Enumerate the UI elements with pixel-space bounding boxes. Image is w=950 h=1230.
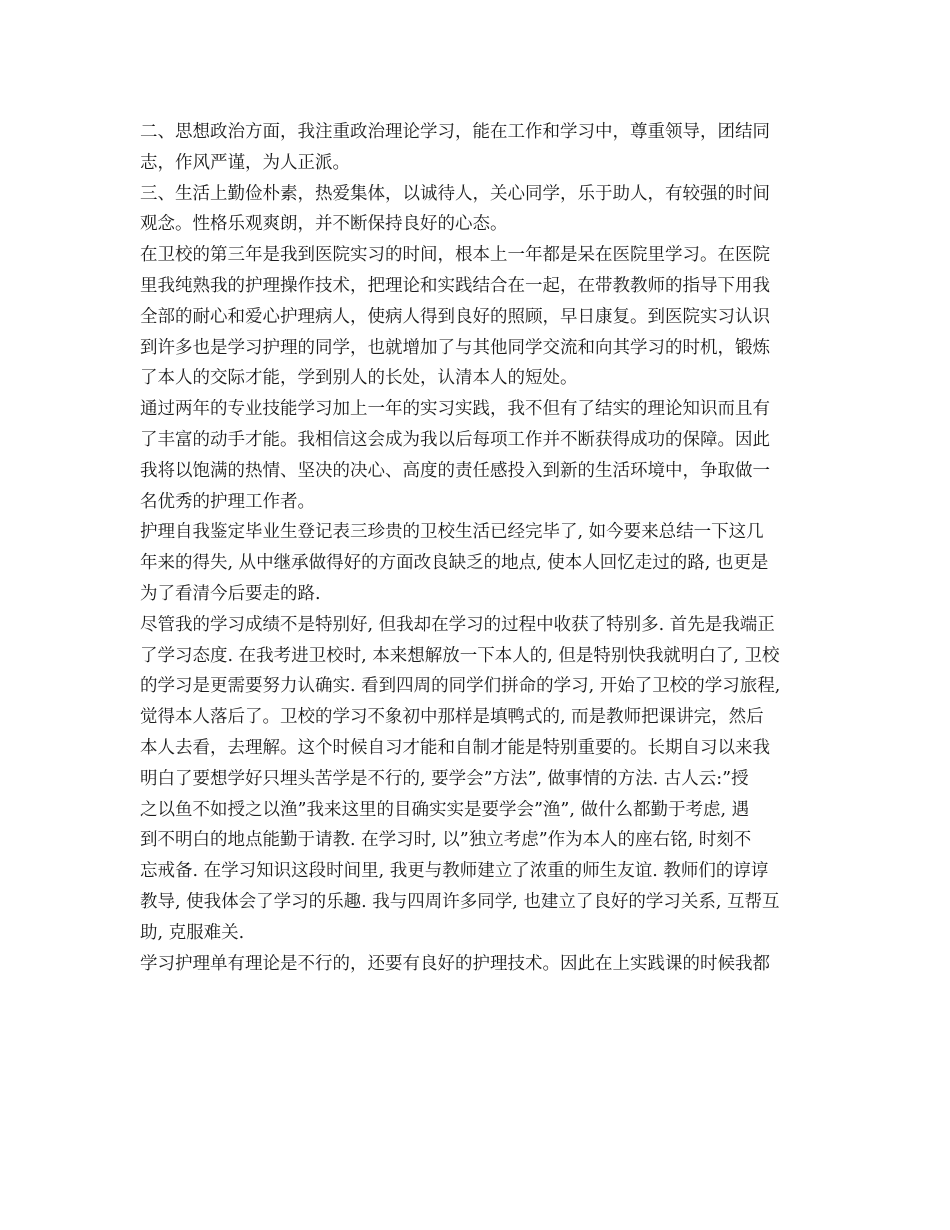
text-line: 三、生活上勤俭朴素，热爱集体，以诚待人，关心同学，乐于助人，有较强的时间 [140, 183, 770, 204]
text-line: 忘戒备. 在学习知识这段时间里, 我更与教师建立了浓重的师生友谊. 教师们的谆谆 [140, 861, 769, 882]
text-line: 二、思想政治方面，我注重政治理论学习，能在工作和学习中，尊重领导，团结同 [140, 122, 770, 142]
text-line: 助, 克服难关. [140, 922, 245, 943]
text-line: 全部的耐心和爱心护理病人，使病人得到良好的照顾，早日康复。到医院实习认识 [140, 306, 770, 327]
text-line: 了本人的交际才能，学到别人的长处，认清本人的短处。 [140, 368, 578, 389]
text-line: 了学习态度. 在我考进卫校时, 本来想解放一下本人的, 但是特别快我就明白了, 卫校 [140, 645, 780, 666]
text-line: 觉得本人落后了。卫校的学习不象初中那样是填鸭式的, 而是教师把课讲完，然后 [140, 707, 764, 728]
text-line: 教导, 使我体会了学习的乐趣. 我与四周许多同学, 也建立了良好的学习关系, 互帮互 [140, 891, 780, 912]
text-line: 志，作风严谨，为人正派。 [140, 152, 350, 173]
text-line: 在卫校的第三年是我到医院实习的时间，根本上一年都是呆在医院里学习。在医院 [140, 245, 770, 266]
text-line: 为了看清今后要走的路. [140, 583, 321, 604]
text-line: 里我纯熟我的护理操作技术，把理论和实践结合在一起，在带教教师的指导下用我 [140, 275, 770, 296]
text-line: 名优秀的护理工作者。 [140, 491, 315, 512]
text-line: 我将以饱满的热情、坚决的决心、高度的责任感投入到新的生活环境中，争取做一 [140, 460, 770, 481]
text-line: 本人去看，去理解。这个时候自习才能和自制才能是特别重要的。长期自习以来我 [140, 737, 770, 758]
text-line: 通过两年的专业技能学习加上一年的实习实践，我不但有了结实的理论知识而且有 [140, 399, 770, 420]
text-line: 之以鱼不如授之以渔”我来这里的目确实实是要学会”渔”, 做什么都勤于考虑, 遇 [140, 799, 750, 820]
text-line: 尽管我的学习成绩不是特别好, 但我却在学习的过程中收获了特别多. 首先是我端正 [140, 614, 775, 635]
text-line: 明白了要想学好只埋头苦学是不行的, 要学会”方法”, 做事情的方法. 古人云:”授 [140, 768, 749, 789]
text-line: 了丰富的动手才能。我相信这会成为我以后每项工作并不断获得成功的保障。因此 [140, 429, 770, 450]
text-line: 到许多也是学习护理的同学，也就增加了与其他同学交流和向其学习的时机，锻炼 [140, 337, 770, 358]
text-line: 护理自我鉴定毕业生登记表三珍贵的卫校生活已经完毕了, 如今要来总结一下这几 [140, 522, 764, 543]
text-line: 的学习是更需要努力认确实. 看到四周的同学们拼命的学习, 开始了卫校的学习旅程, [140, 676, 781, 697]
document-body [140, 117, 820, 979]
text-line: 学习护理单有理论是不行的，还要有良好的护理技术。因此在上实践课的时候我都 [140, 953, 770, 974]
text-line: 到不明白的地点能勤于请教. 在学习时, 以”独立考虑”作为本人的座右铭, 时刻不 [140, 830, 752, 851]
text-line: 观念。性格乐观爽朗，并不断保持良好的心态。 [140, 214, 508, 235]
text-line: 年来的得失, 从中继承做得好的方面改良缺乏的地点, 使本人回忆走过的路, 也更是 [140, 553, 769, 574]
